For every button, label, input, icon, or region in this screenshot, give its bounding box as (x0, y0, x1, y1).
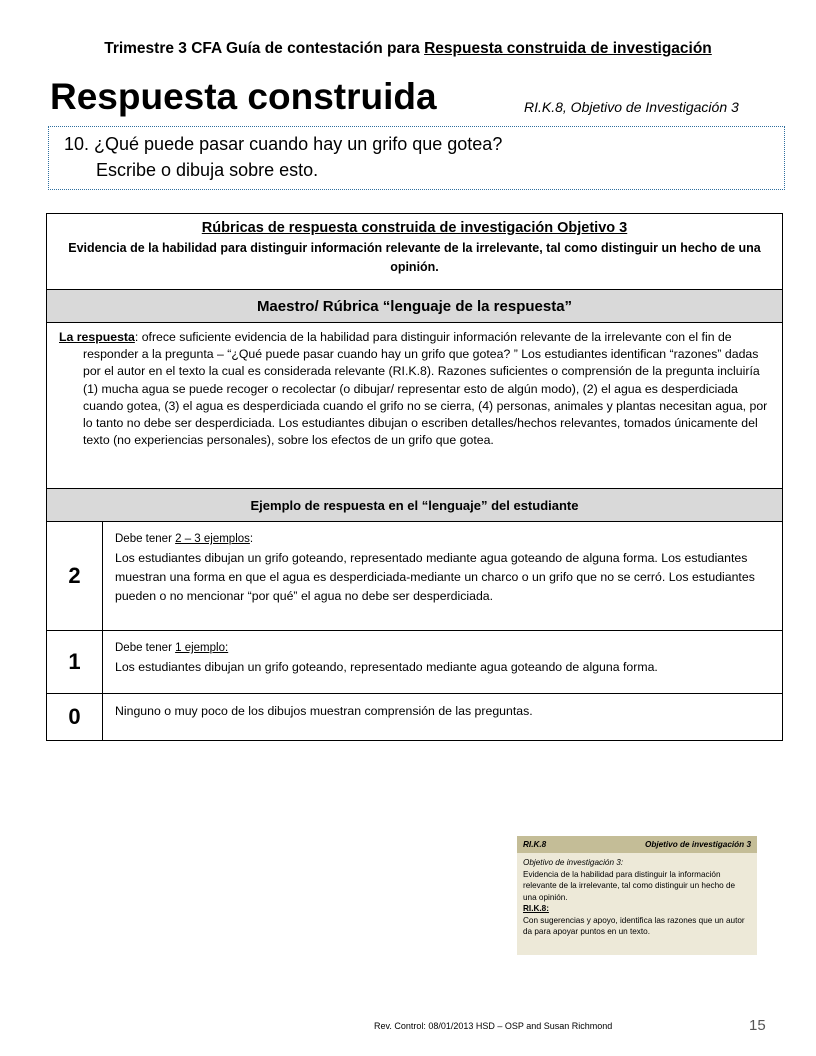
score-row-1 (47, 631, 782, 694)
page-number: 15 (749, 1017, 766, 1034)
document-header (0, 40, 816, 58)
score-description (103, 694, 782, 740)
rubric-subtitle: Evidencia de la habilidad para distinguir información relevante de la irrelevante, tal como distinguir un hecho de una opinión. (68, 241, 761, 274)
response-description (47, 323, 782, 489)
standards-box (517, 836, 757, 955)
rubric-table (46, 213, 783, 741)
objective-label: Objetivo de investigación 3: (523, 858, 624, 867)
page-title: Respuesta construida (50, 76, 437, 117)
standards-box-objective: Objetivo de investigación 3 (644, 839, 751, 849)
score-value: 2 (47, 522, 103, 630)
student-example-header: Ejemplo de respuesta en el “lenguaje” del estudiante (47, 489, 782, 522)
score-description (103, 631, 782, 693)
score-row-0 (47, 694, 782, 740)
standards-box-body (517, 853, 757, 942)
rubric-title: Rúbricas de respuesta construida de investigación Objetivo 3 (201, 220, 628, 236)
score-text: Ninguno o muy poco de los dibujos muestran comprensión de las preguntas. (115, 704, 533, 718)
header-suffix: Respuesta construida de investigación (424, 40, 712, 57)
response-label: La respuesta (59, 330, 135, 344)
response-text: : ofrece suficiente evidencia de la habilidad para distinguir información relevante de la irrelevante con el fin de responder a la pregunta – “¿Qué puede pasar cuando hay un grifo que gotea? ” Los estudiantes identifican “razones” dadas por el autor en el texto la cual es considerada relevante (RI.K.8). Razones suficientes o comprensión de la pregunta incluiría (1) mucha agua se puede recoger o recolectar (o dibujar/ representar esto de algún modo), (2) el agua es desperdiciada cuando gotea, (3) el agua es desperdiciada cuando el grifo no se cierra, (4) personas, animales y plantas necesitan agua, por lo tanto no debe ser desperdiciada. Los estudiantes dibujan o escriben detalles/hechos relevantes, tomados únicamente del texto (no experiencias personales), sobre los efectos de un grifo que gotea. (83, 330, 768, 448)
question-line-1: 10. ¿Qué puede pasar cuando hay un grifo que gotea? (64, 134, 503, 154)
score-text: Los estudiantes dibujan un grifo goteando, representado mediante agua goteando de alguna forma. (115, 660, 658, 674)
ri-label: RI.K.8: (523, 904, 549, 913)
ri-text: Con sugerencias y apoyo, identifica las razones que un autor da para apoyar puntos en un texto. (523, 915, 745, 936)
score-row-2 (47, 522, 782, 631)
score-requirement: Debe tener 1 ejemplo: (115, 642, 229, 654)
revision-footer: Rev. Control: 08/01/2013 HSD – OSP and Susan Richmond (374, 1021, 613, 1031)
objective-text: Evidencia de la habilidad para distinguir la información relevante de la irrelevante, tal como distinguir un hecho de una opinión. (523, 869, 736, 902)
score-text: Los estudiantes dibujan un grifo goteando, representado mediante agua goteando de alguna forma. Los estudiantes muestran una forma en que el agua es desperdiciada-mediante un charco o un grifo que no se cerró. Los estudiantes pueden o no mencionar “por qué” el agua no debe ser desperdiciada. (115, 551, 755, 603)
teacher-rubric-header: Maestro/ Rúbrica “lenguaje de la respuesta” (47, 290, 782, 323)
header-prefix: Trimestre 3 CFA Guía de contestación para (104, 40, 425, 57)
score-description (103, 522, 782, 630)
rubric-title-row (47, 214, 782, 290)
score-value: 1 (47, 631, 103, 693)
standards-box-code: RI.K.8 (523, 839, 547, 849)
standards-box-header (517, 836, 757, 853)
question-line-2: Escribe o dibuja sobre esto. (96, 160, 319, 180)
score-requirement: Debe tener 2 – 3 ejemplos: (115, 533, 254, 545)
score-value: 0 (47, 694, 103, 740)
standard-tag: RI.K.8, Objetivo de Investigación 3 (524, 99, 739, 115)
